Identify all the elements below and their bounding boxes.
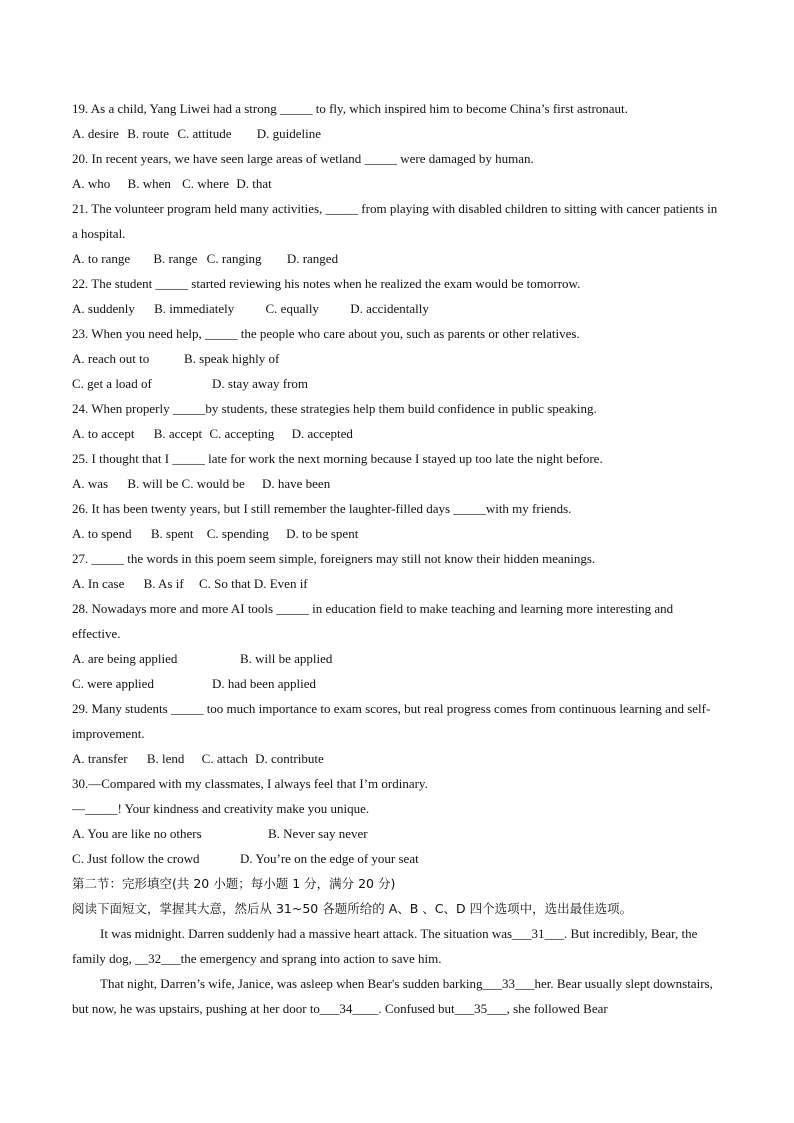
option: B. will be — [127, 476, 179, 491]
question-options — [72, 571, 724, 596]
option: C. accepting — [209, 426, 275, 441]
option: A. transfer — [72, 751, 128, 766]
option: D. Even if — [253, 576, 308, 591]
option: A. desire — [72, 126, 119, 141]
question-options — [72, 521, 724, 546]
option: C. Just follow the crowd — [72, 851, 200, 866]
question-stem: 30.—Compared with my classmates, I always feel that I’m ordinary. — [72, 776, 428, 791]
option: D. that — [236, 176, 272, 191]
question-stem: 23. When you need help, _____ the people who care about you, such as parents or other relatives. — [72, 326, 580, 341]
option: C. would be — [181, 476, 245, 491]
option: B. range — [153, 251, 198, 266]
option: D. ranged — [286, 251, 339, 266]
option: A. In case — [72, 576, 125, 591]
option: D. You’re on the edge of your seat — [240, 851, 419, 866]
question-options — [72, 296, 724, 321]
option: D. have been — [261, 476, 331, 491]
question-stem: 28. Nowadays more and more AI tools _____ in education field to make teaching and learning more interesting and effective. — [72, 601, 674, 641]
option: A. suddenly — [72, 301, 135, 316]
question-stem: 19. As a child, Yang Liwei had a strong _____ to fly, which inspired him to become China’s first astronaut. — [72, 101, 628, 116]
question-stem: 22. The student _____ started reviewing his notes when he realized the exam would be tomorrow. — [72, 276, 581, 291]
option: B. speak highly of — [184, 351, 280, 366]
option: C. attitude — [177, 126, 232, 141]
question-stem: 27. _____ the words in this poem seem simple, foreigners may still not know their hidden meanings. — [72, 551, 596, 566]
question-options — [72, 471, 724, 496]
exam-page — [72, 96, 724, 1021]
question-options — [72, 371, 724, 396]
question-stem: 26. It has been twenty years, but I still remember the laughter-filled days _____with my friends. — [72, 501, 572, 516]
option: A. to accept — [72, 426, 135, 441]
option: D. stay away from — [212, 376, 309, 391]
option: B. will be applied — [240, 651, 333, 666]
option: A. reach out to — [72, 351, 150, 366]
option: D. accidentally — [350, 301, 429, 316]
option: A. was — [72, 476, 109, 491]
section-instruction: 阅读下面短文，掌握其大意，然后从 31~50 各题所给的 A、B 、C、D 四个选项中，选出最佳选项。 — [72, 901, 633, 916]
option: C. attach — [201, 751, 248, 766]
question-options — [72, 846, 724, 871]
option: D. had been applied — [212, 676, 316, 691]
option: B. when — [127, 176, 171, 191]
option: B. lend — [146, 751, 185, 766]
option: C. So that — [198, 576, 251, 591]
question-stem: 20. In recent years, we have seen large areas of wetland _____ were damaged by human. — [72, 151, 534, 166]
question-stem: 29. Many students _____ too much importance to exam scores, but real progress comes from continuous learning and self-improvement. — [72, 701, 711, 741]
option: B. route — [127, 126, 170, 141]
option: C. equally — [265, 301, 319, 316]
question-stem: 21. The volunteer program held many activities, _____ from playing with disabled children to sitting with cancer patients in a hospital. — [72, 201, 718, 241]
option: A. who — [72, 176, 111, 191]
question-stem: 24. When properly _____by students, these strategies help them build confidence in public speaking. — [72, 401, 597, 416]
question-options — [72, 121, 724, 146]
question-options — [72, 646, 724, 671]
option: D. contribute — [255, 751, 324, 766]
option: B. accept — [153, 426, 203, 441]
option: C. get a load of — [72, 376, 152, 391]
option: D. guideline — [256, 126, 322, 141]
question-options — [72, 171, 724, 196]
question-options — [72, 421, 724, 446]
option: A. You are like no others — [72, 826, 202, 841]
passage-paragraph: That night, Darren’s wife, Janice, was asleep when Bear's sudden barking___33___her. Bear usually slept downstairs, but now, he was upstairs, pushing at her door to___34____. Confused but___35___, she followed Bear — [72, 976, 713, 1016]
question-options — [72, 746, 724, 771]
question-stem-reply: —_____! Your kindness and creativity make you unique. — [72, 801, 370, 816]
passage-paragraph: It was midnight. Darren suddenly had a massive heart attack. The situation was___31___. But incredibly, Bear, the family dog, __32___the emergency and sprang into action to save him. — [72, 926, 698, 966]
option: B. spent — [150, 526, 194, 541]
option: C. where — [182, 176, 230, 191]
question-options — [72, 671, 724, 696]
question-options — [72, 246, 724, 271]
option: A. to range — [72, 251, 131, 266]
option: B. immediately — [154, 301, 235, 316]
option: B. As if — [143, 576, 184, 591]
option: D. accepted — [291, 426, 353, 441]
option: A. are being applied — [72, 651, 178, 666]
option: C. ranging — [206, 251, 262, 266]
question-options — [72, 821, 724, 846]
option: A. to spend — [72, 526, 132, 541]
section-heading: 第二节：完形填空(共 20 小题；每小题 1 分，满分 20 分) — [72, 876, 396, 891]
question-options — [72, 346, 724, 371]
option: C. spending — [206, 526, 269, 541]
option: B. Never say never — [268, 826, 368, 841]
option: D. to be spent — [286, 526, 359, 541]
option: C. were applied — [72, 676, 154, 691]
question-stem: 25. I thought that I _____ late for work the next morning because I stayed up too late the night before. — [72, 451, 603, 466]
